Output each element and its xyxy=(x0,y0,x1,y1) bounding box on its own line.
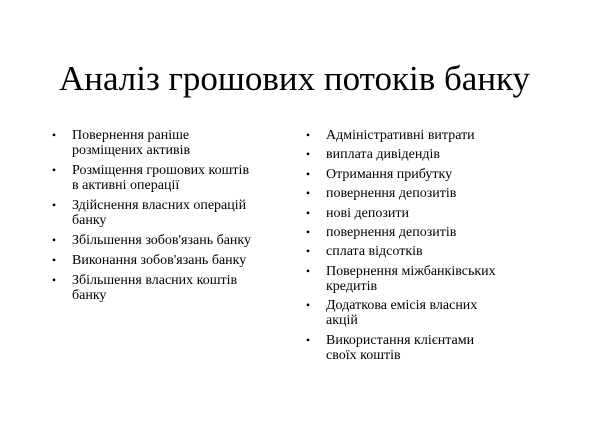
list-item-text: Додаткова емісія власних акцій xyxy=(326,298,478,329)
bullet-icon: • xyxy=(51,163,57,177)
bullet-icon: • xyxy=(305,244,311,259)
list-item xyxy=(302,225,552,240)
bullet-icon: • xyxy=(305,332,311,347)
list-item xyxy=(302,128,552,143)
list-item-text: сплата відсотків xyxy=(326,244,423,260)
list-item xyxy=(48,128,288,158)
bullet-icon: • xyxy=(305,224,311,239)
bullet-icon: • xyxy=(305,147,311,162)
list-item-text: Повернення раніше розміщених активів xyxy=(72,128,191,158)
slide-title: Аналіз грошових потоків банку xyxy=(58,59,531,98)
list-item-text: Отримання прибутку xyxy=(326,166,453,182)
list-item xyxy=(48,198,288,228)
list-item-text: Повернення міжбанківських кредитів xyxy=(326,263,496,294)
list-item-text: Збільшення зобов'язань банку xyxy=(72,233,252,248)
list-item xyxy=(48,273,288,303)
list-item-text: Використання клієнтами своїх коштів xyxy=(326,332,475,363)
bullet-icon: • xyxy=(305,166,311,181)
bullet-icon: • xyxy=(305,298,311,313)
list-item-text: нові депозити xyxy=(326,205,409,221)
bullet-icon: • xyxy=(305,263,311,278)
list-item-text: Виконання зобов'язань банку xyxy=(72,253,247,268)
bullet-icon: • xyxy=(51,198,57,212)
list-item xyxy=(302,206,552,221)
bullet-icon: • xyxy=(305,205,311,220)
list-item xyxy=(302,244,552,259)
list-item-text: виплата дивідендів xyxy=(326,147,441,163)
list-item-text: повернення депозитів xyxy=(326,186,457,202)
bullet-icon: • xyxy=(51,273,57,287)
bullet-icon: • xyxy=(51,253,57,267)
left-bullet-list xyxy=(48,128,288,308)
list-item xyxy=(302,264,552,294)
list-item xyxy=(302,333,552,363)
list-item xyxy=(48,233,288,248)
bullet-icon: • xyxy=(305,128,311,142)
list-item-text: Адміністративні витрати xyxy=(326,128,475,143)
bullet-icon: • xyxy=(51,233,57,247)
list-item xyxy=(302,186,552,201)
bullet-icon: • xyxy=(305,186,311,201)
list-item-text: Розміщення грошових коштів в активні операції xyxy=(72,163,250,193)
list-item xyxy=(48,163,288,193)
bullet-icon: • xyxy=(51,128,57,142)
list-item-text: Збільшення власних коштів банку xyxy=(72,273,238,303)
list-item-text: повернення депозитів xyxy=(326,224,457,240)
list-item-text: Здійснення власних операцій банку xyxy=(72,198,247,228)
list-item xyxy=(48,253,288,268)
list-item xyxy=(302,298,552,328)
right-bullet-list xyxy=(302,128,552,367)
list-item xyxy=(302,147,552,162)
list-item xyxy=(302,167,552,182)
